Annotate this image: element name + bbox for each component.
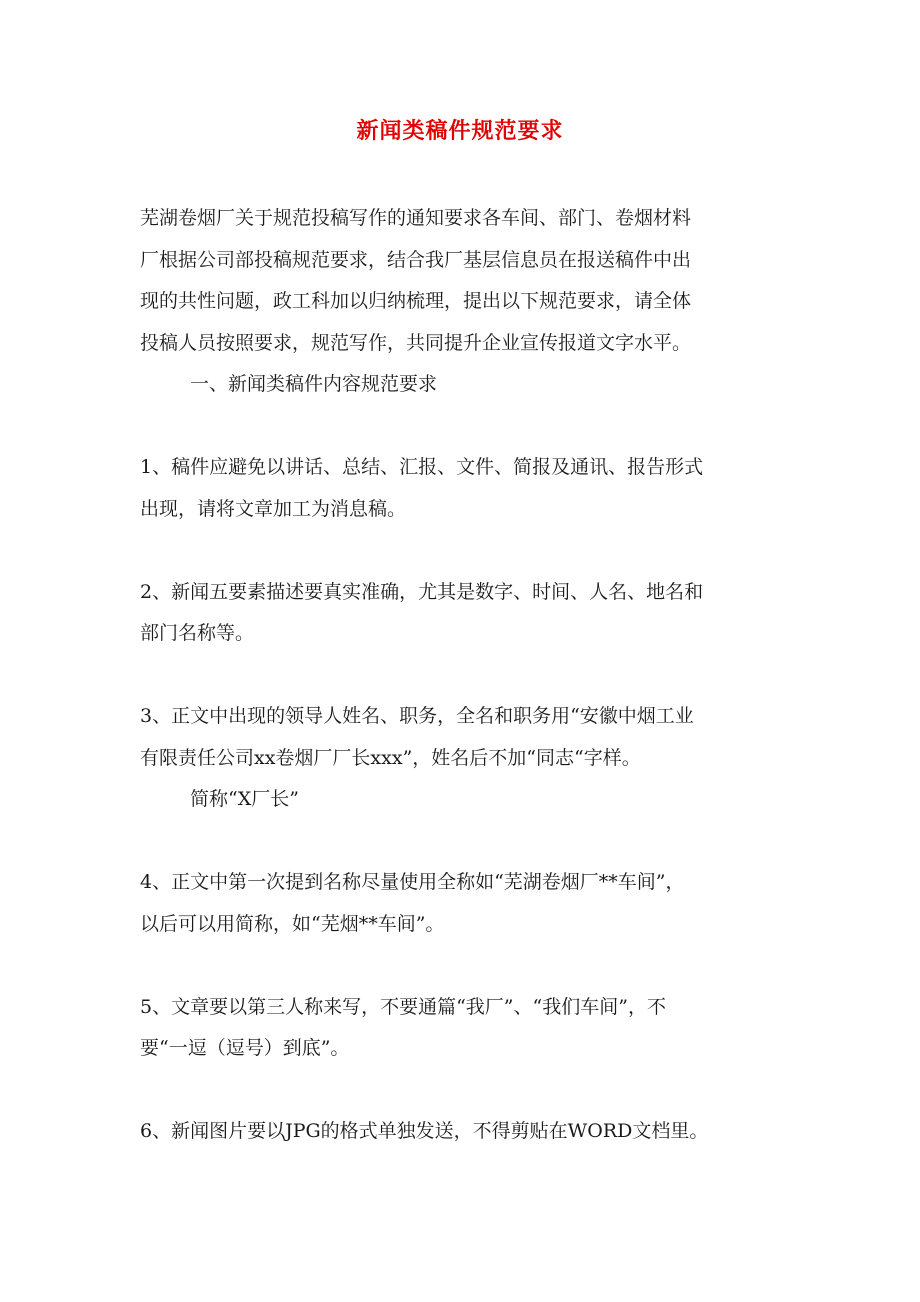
list-item [140, 447, 790, 530]
intro-paragraph [140, 198, 790, 364]
spacer [140, 655, 790, 697]
list-item-line: 1、稿件应避免以讲话、总结、汇报、文件、简报及通讯、报告形式 [140, 456, 704, 478]
list-item-line: 2、新闻五要素描述要真实准确，尤其是数字、时间、人名、地名和 [140, 580, 704, 603]
list-item [140, 696, 790, 821]
intro-line: 现的共性问题，政工科加以归纳梳理，提出以下规范要求，请全体 [140, 290, 692, 312]
list-item-line: 要“一逗（逗号）到底”。 [140, 1037, 350, 1059]
intro-line: 芜湖卷烟厂关于规范投稿写作的通知要求各车间、部门、卷烟材料 [140, 207, 692, 229]
intro-line: 投稿人员按照要求，规范写作，共同提升企业宣传报道文字水平。 [140, 331, 692, 354]
spacer [140, 1070, 790, 1112]
list-item [140, 987, 790, 1070]
list-item-line: 3、正文中出现的领导人姓名、职务，全名和职务用“安徽中烟工业 [140, 705, 694, 727]
spacer [140, 406, 790, 448]
list-item-line: 4、正文中第一次提到名称尽量使用全称如“芜湖卷烟厂**车间”， [140, 871, 685, 893]
document-body [140, 198, 790, 1153]
spacer [140, 530, 790, 572]
list-item-line: 出现，请将文章加工为消息稿。 [140, 497, 407, 520]
list-item-line: 以后可以用简称，如“芜烟**车间”。 [140, 912, 445, 935]
list-item-line: 5、文章要以第三人称来写，不要通篇“我厂”、“我们车间”，不 [140, 995, 666, 1018]
list-item [140, 862, 790, 945]
list-item [140, 1111, 790, 1153]
list-item-line: 6、新闻图片要以JPG的格式单独发送，不得剪贴在WORD文档里。 [140, 1120, 709, 1142]
list-item-note: 简称“X厂长” [190, 788, 299, 810]
section-heading: 一、新闻类稿件内容规范要求 [190, 373, 438, 395]
list-item-line: 部门名称等。 [140, 622, 255, 644]
spacer [140, 821, 790, 863]
spacer [140, 945, 790, 987]
list-item [140, 572, 790, 655]
list-item-line: 有限责任公司xx卷烟厂厂长xxx”，姓名后不加“同志“字样。 [140, 746, 641, 769]
intro-line: 厂根据公司部投稿规范要求，结合我厂基层信息员在报送稿件中出 [140, 248, 692, 271]
document-title: 新闻类稿件规范要求 [356, 119, 564, 144]
